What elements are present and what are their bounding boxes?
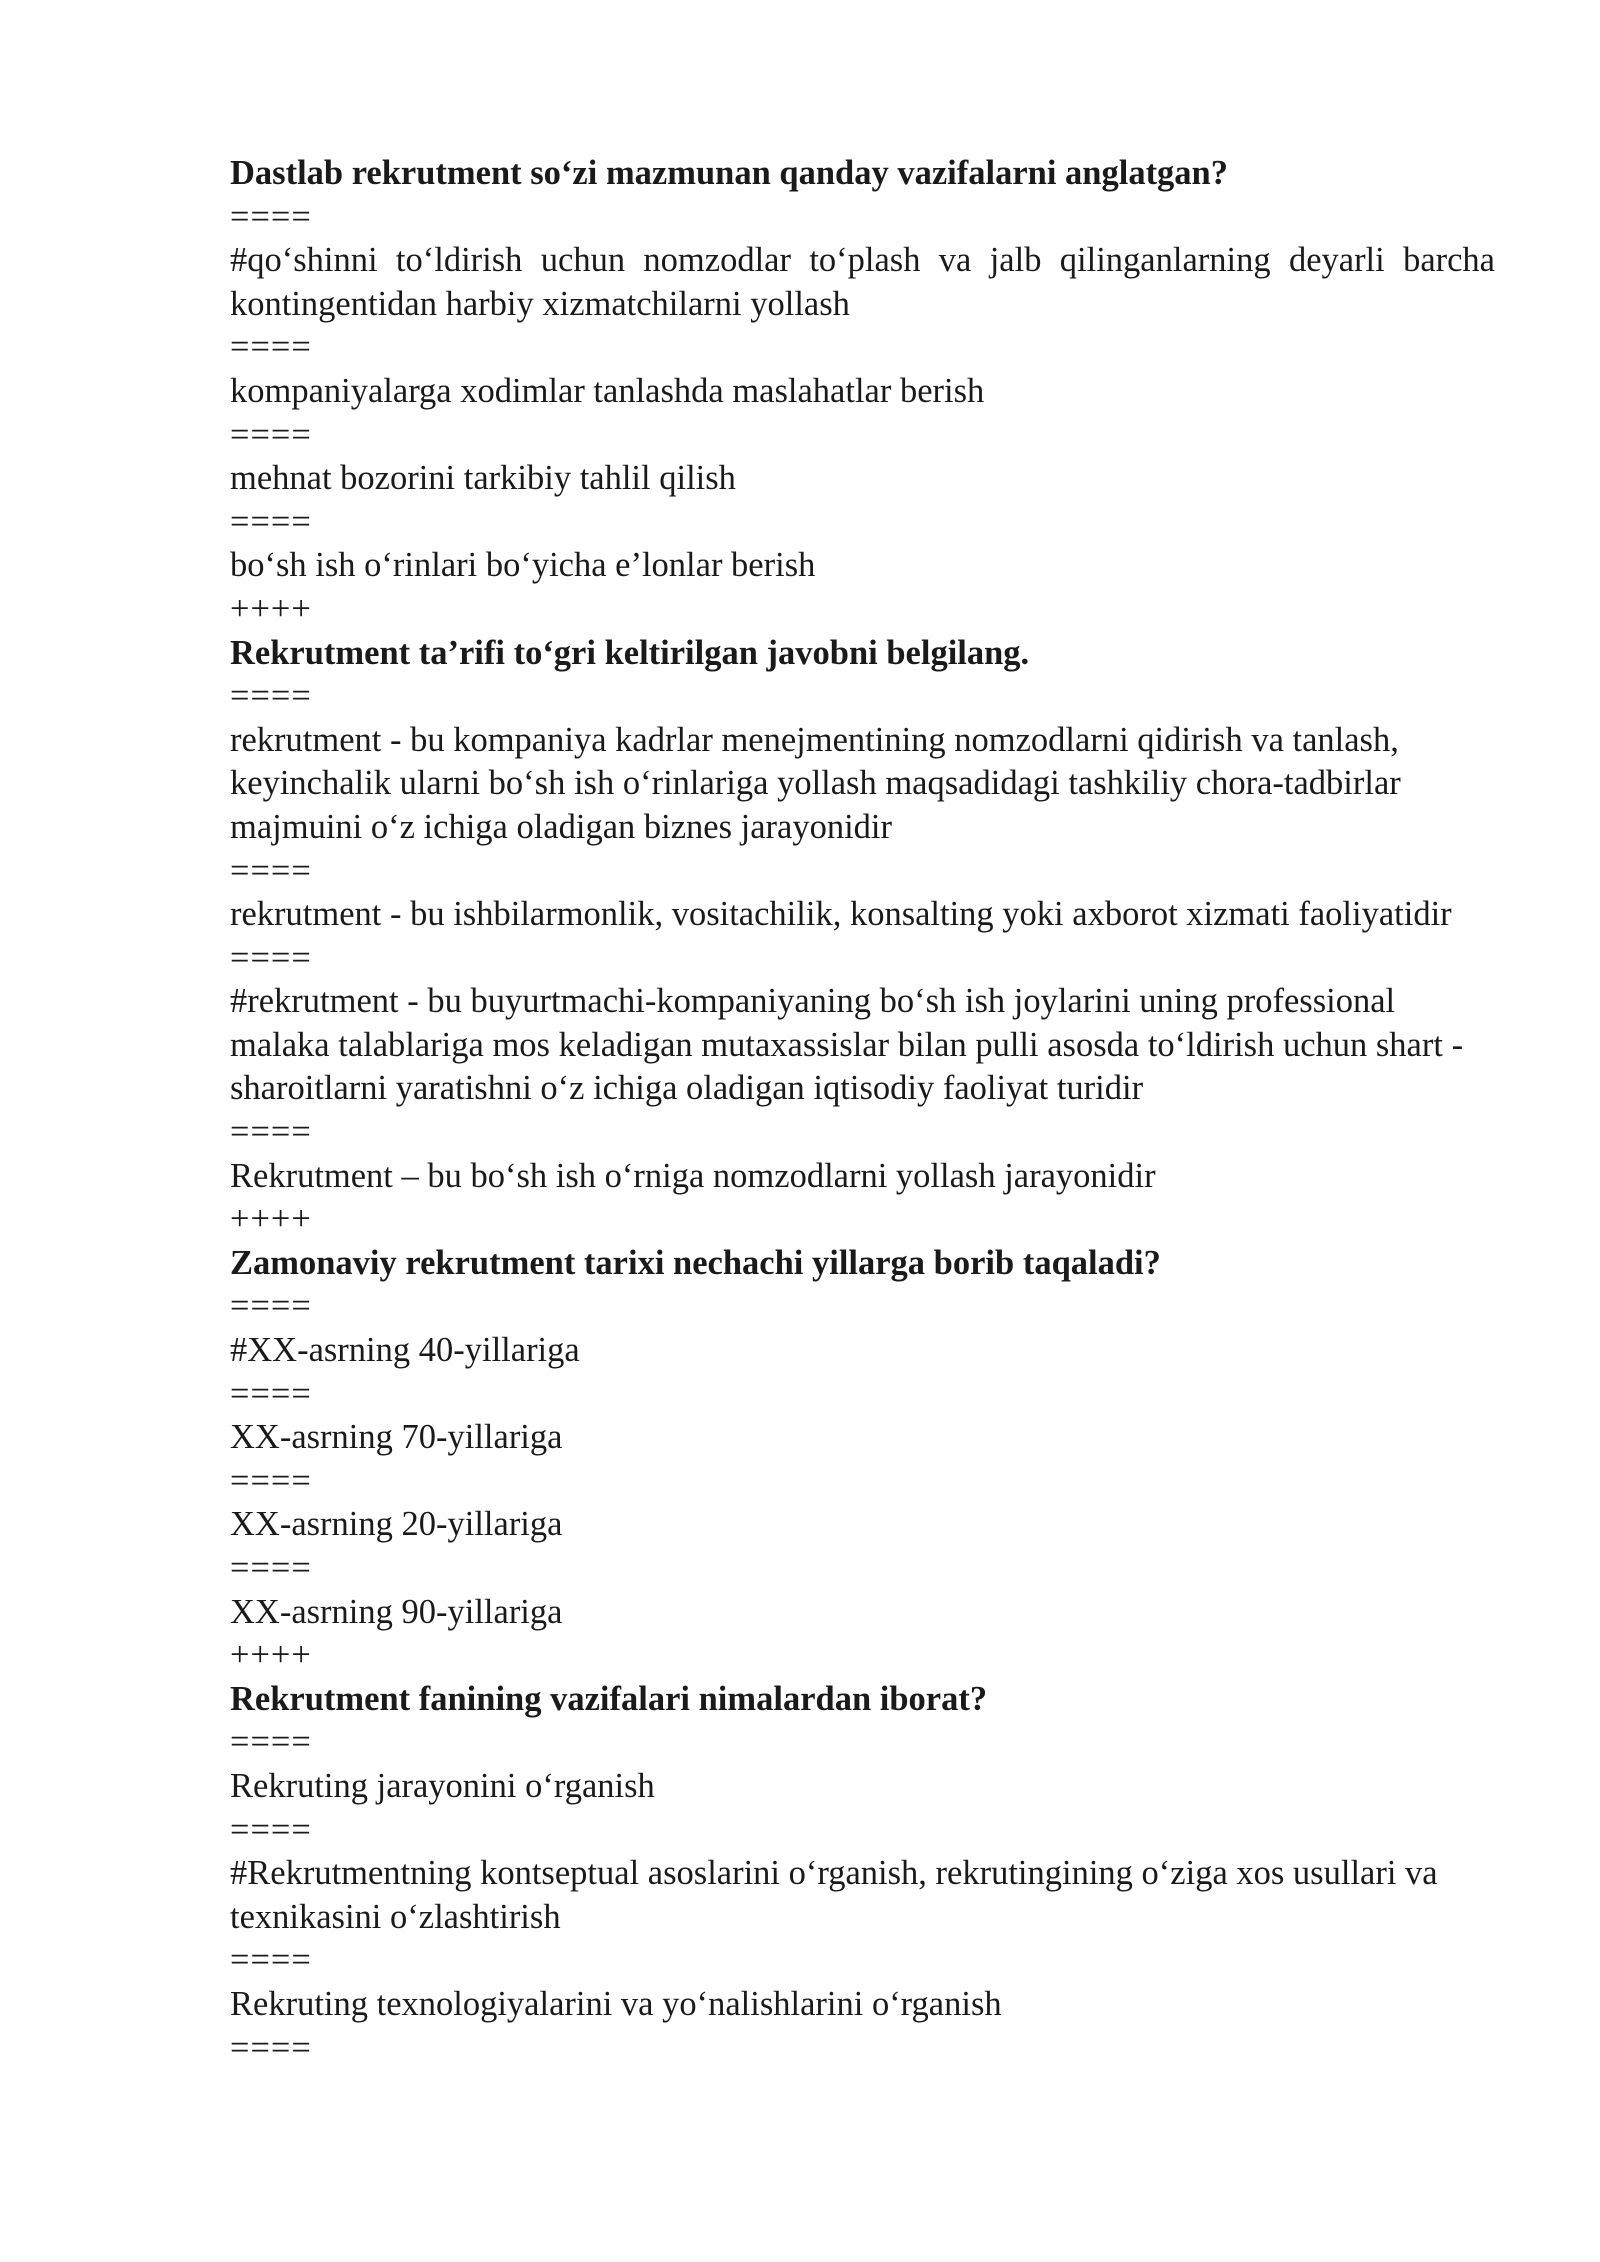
answer-separator: ==== — [230, 197, 312, 236]
answer-4-2: #Rekrutmentning kontseptual asoslarini o‘rganish, rekrutingining o‘ziga xos usullari va texnikasini o‘zlashtirish — [230, 1854, 1438, 1936]
answer-separator: ==== — [230, 1549, 312, 1587]
question-4: Rekrutment fanining vazifalari nimalardan iborat? — [230, 1679, 988, 1718]
answer-separator: ==== — [230, 2028, 312, 2067]
answer-3-4: XX-asrning 90-yillariga — [230, 1592, 563, 1631]
answer-separator: ==== — [230, 1374, 312, 1413]
answer-2-3: #rekrutment - bu buyurtmachi-kompaniyaning bo‘sh ish joylarini uning professional malaka talablariga mos keladigan mutaxassislar bilan pulli asosda to‘ldirish uchun shart -sharoitlarni yaratishni o‘z ichiga oladigan iqtisodiy faoliyat turidir — [230, 982, 1464, 1108]
answer-2-4: Rekrutment – bu bo‘sh ish o‘rniga nomzodlarni yollash jarayonidir — [230, 1156, 1156, 1195]
answer-separator: ==== — [230, 851, 312, 890]
answer-separator: ==== — [230, 1941, 312, 1980]
answer-separator: ==== — [230, 938, 312, 977]
answer-separator: ==== — [230, 415, 312, 454]
question-separator: ++++ — [230, 589, 312, 628]
answer-3-1: #XX-asrning 40-yillariga — [230, 1331, 580, 1370]
answer-2-2: rekrutment - bu ishbilarmonlik, vositachilik, konsalting yoki axborot xizmati faoliyatidir — [230, 895, 1452, 934]
answer-1-3: mehnat bozorini tarkibiy tahlil qilish — [230, 459, 736, 498]
question-1: Dastlab rekrutment so‘zi mazmunan qanday vazifalarni anglatgan? — [230, 154, 1228, 192]
answer-separator: ==== — [230, 1461, 312, 1500]
answer-1-4: bo‘sh ish o‘rinlari bo‘yicha e’lonlar berish — [230, 546, 816, 585]
answer-separator: ==== — [230, 502, 312, 541]
question-3: Zamonaviy rekrutment tarixi nechachi yillarga borib taqaladi? — [230, 1243, 1161, 1282]
answer-4-3: Rekruting texnologiyalarini va yo‘nalishlarini o‘rganish — [230, 1984, 1002, 2023]
answer-separator: ==== — [230, 1810, 312, 1849]
answer-4-1: Rekruting jarayonini o‘rganish — [230, 1766, 655, 1805]
answer-separator: ==== — [230, 677, 312, 716]
answer-separator: ==== — [230, 1723, 312, 1762]
answer-separator: ==== — [230, 1113, 312, 1152]
answer-1-2: kompaniyalarga xodimlar tanlashda maslahatlar berish — [230, 371, 985, 410]
question-separator: ++++ — [230, 1636, 312, 1675]
question-2: Rekrutment ta’rifi to‘gri keltirilgan javobni belgilang. — [230, 633, 1030, 672]
question-separator: ++++ — [230, 1200, 312, 1239]
document-page — [230, 152, 1495, 2070]
answer-separator: ==== — [230, 328, 312, 367]
answer-3-2: XX-asrning 70-yillariga — [230, 1418, 563, 1457]
answer-3-3: XX-asrning 20-yillariga — [230, 1505, 563, 1544]
answer-2-1: rekrutment - bu kompaniya kadrlar menejmentining nomzodlarni qidirish va tanlash, keyinchalik ularni bo‘sh ish o‘rinlariga yollash maqsadidagi tashkiliy chora-tadbirlar majmuini o‘z ichiga oladigan biznes jarayonidir — [230, 720, 1401, 846]
answer-1-1: #qo‘shinni to‘ldirish uchun nomzodlar to‘plash va jalb qilinganlarning deyarli barcha kontingentidan harbiy xizmatchilarni yollash — [230, 241, 1495, 323]
answer-separator: ==== — [230, 1287, 312, 1326]
